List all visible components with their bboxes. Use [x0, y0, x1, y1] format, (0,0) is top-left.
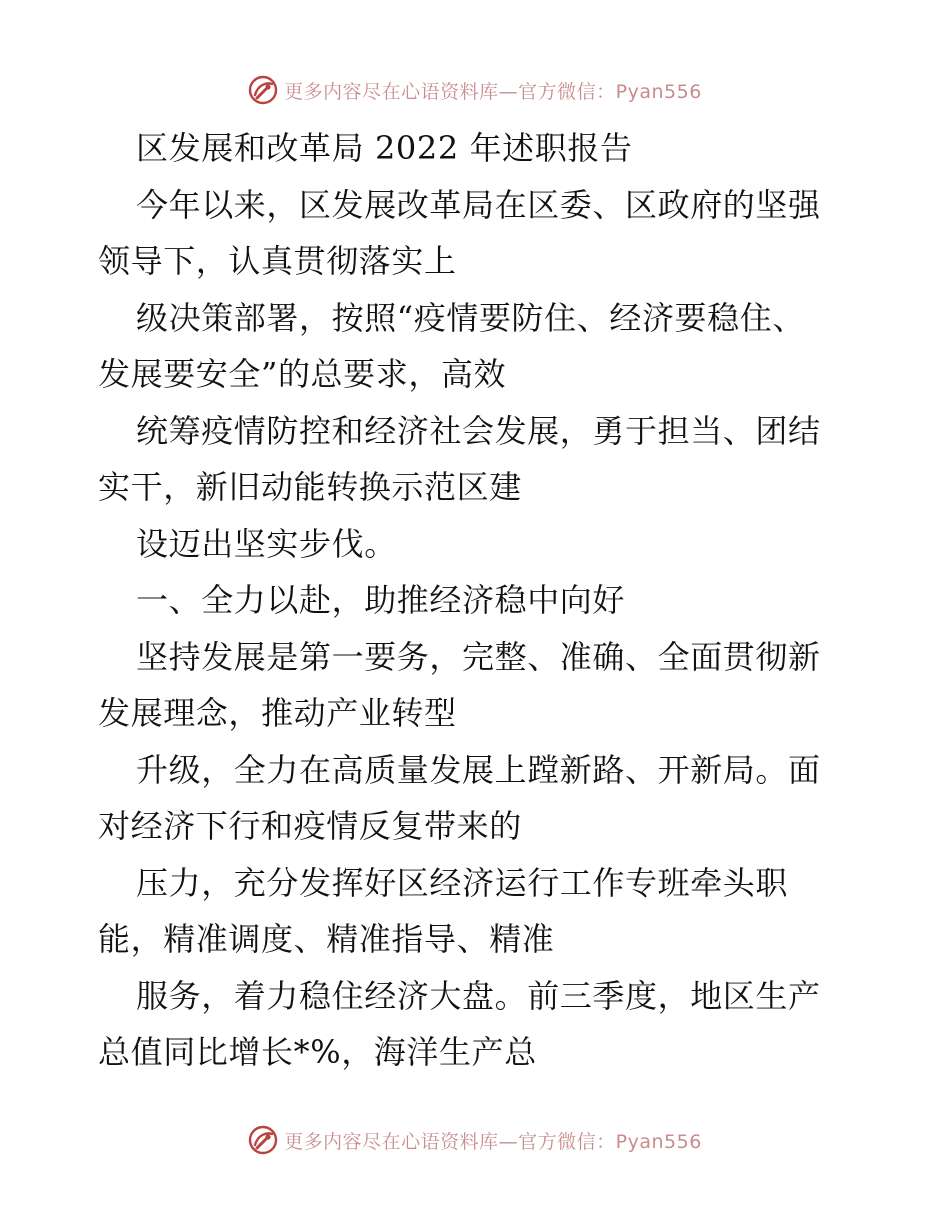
document-line: 今年以来，区发展改革局在区委、区政府的坚强 [136, 185, 821, 224]
document-line: 领导下，认真贯彻落实上 [98, 242, 457, 280]
logo-icon [248, 75, 278, 105]
document-line: 级决策部署，按照“疫情要防住、经济要稳住、 [136, 298, 805, 337]
document-line: 能，精准调度、精准指导、精准 [98, 920, 555, 958]
document-line: 设迈出坚实步伐。 [136, 524, 397, 563]
document-line: 统筹疫情防控和经济社会发展，勇于担当、团结 [136, 411, 821, 450]
document-line: 对经济下行和疫情反复带来的 [98, 807, 522, 845]
document-line: 服务，着力稳住经济大盘。前三季度，地区生产 [136, 976, 821, 1015]
document-line: 升级，全力在高质量发展上蹚新路、开新局。面 [136, 750, 821, 789]
document-line: 实干，新旧动能转换示范区建 [98, 468, 522, 506]
document-line: 总值同比增长*%，海洋生产总 [98, 1033, 537, 1071]
document-line: 坚持发展是第一要务，完整、准确、全面贯彻新 [136, 637, 821, 676]
document-line: 一、全力以赴，助推经济稳中向好 [136, 581, 626, 619]
header-banner [0, 70, 950, 110]
logo-icon [248, 1125, 278, 1155]
document-line: 区发展和改革局 2022 年述职报告 [136, 129, 633, 167]
footer-banner-text: 更多内容尽在心语资料库—官方微信：Pyan556 [284, 1130, 702, 1153]
document-line: 压力，充分发挥好区经济运行工作专班牵头职 [136, 863, 789, 902]
footer-banner [0, 1120, 950, 1160]
document-body [98, 120, 858, 1081]
header-banner-text: 更多内容尽在心语资料库—官方微信：Pyan556 [284, 80, 702, 103]
document-line: 发展要安全”的总要求，高效 [98, 355, 507, 393]
document-line: 发展理念，推动产业转型 [98, 694, 457, 732]
